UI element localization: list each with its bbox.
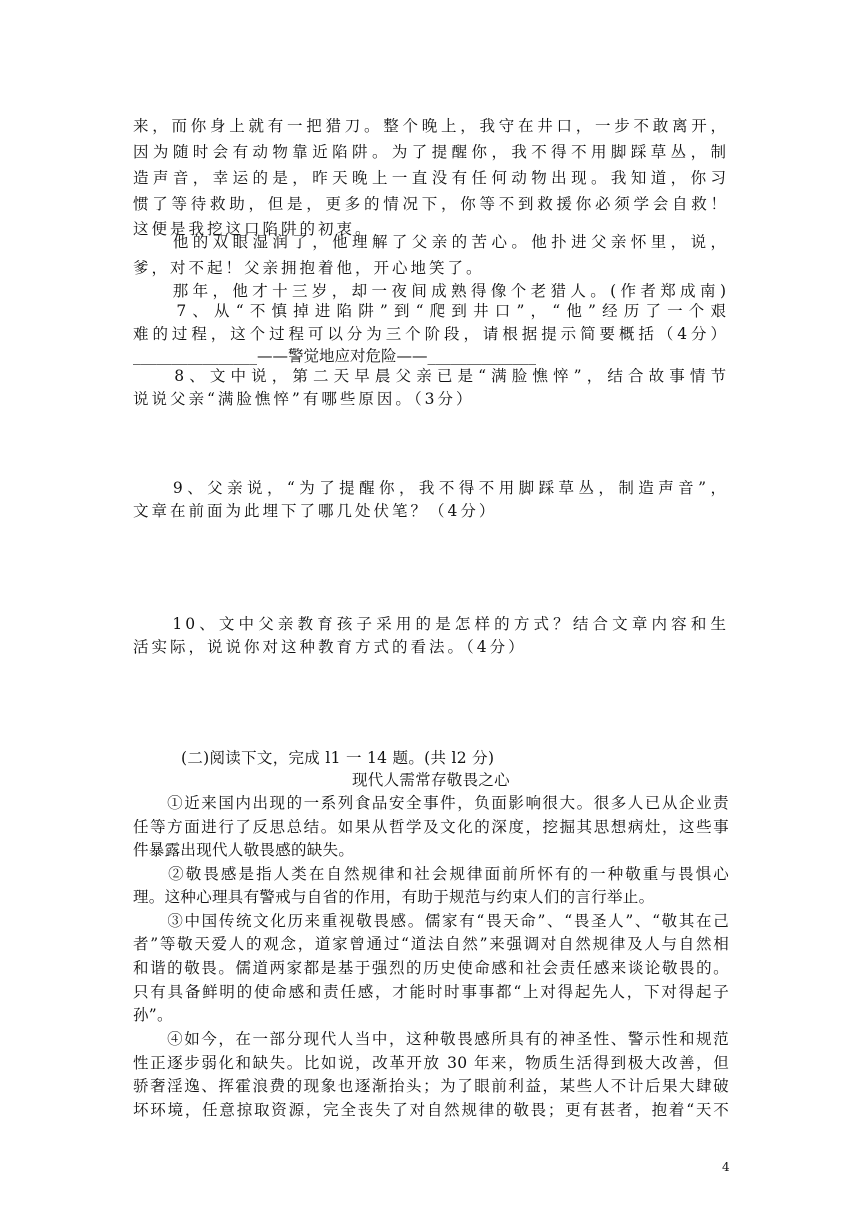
story-line: 来，而你身上就有一把猎刀。整个晚上，我守在井口，一步不敢离开， <box>133 117 729 135</box>
article-line: 者”等敬天爱人的观念，道家曾通过“道法自然”来强调对自然规律及人与自然相 <box>133 935 729 953</box>
story-line: 爹，对不起！父亲拥抱着他，开心地笑了。 <box>133 259 485 277</box>
article-line: 只有具备鲜明的使命感和责任感，才能时时事事都“上对得起先人，下对得起子 <box>133 983 729 1001</box>
answer-blank-line: ________________——警觉地应对危险——______________ <box>133 347 537 365</box>
story-line: 他的双眼湿润了，他理解了父亲的苦心。他扑进父亲怀里，说， <box>133 233 729 251</box>
question-line: 9、父亲说，“为了提醒你，我不得不用脚踩草丛，制造声音”， <box>133 479 729 497</box>
article-line: ④如今，在一部分现代人当中，这种敬畏感所具有的神圣性、警示性和规范 <box>133 1030 729 1048</box>
story-line: 那年，他才十三岁，却一夜间成熟得像个老猎人。(作者郑成南) <box>133 282 729 300</box>
article-line: 件暴露出现代人敬畏感的缺失。 <box>133 841 355 859</box>
question-line: 8、文中说，第二天早晨父亲已是“满脸憔悴”，结合故事情节 <box>133 367 729 385</box>
question-line: 7、从“不慎掉进陷阱”到“爬到井口”，“他”经历了一个艰 <box>133 302 729 320</box>
article-line: 骄奢淫逸、挥霍浪费的现象也逐渐抬头；为了眼前利益，某些人不计后果大肆破 <box>133 1077 729 1095</box>
question-line: 说说父亲“满脸憔悴”有哪些原因。（3分） <box>133 390 475 408</box>
article-line: ③中国传统文化历来重视敬畏感。儒家有“畏天命”、“畏圣人”、“敬其在己 <box>133 912 729 930</box>
question-line: 文章在前面为此埋下了哪几处伏笔？（4分） <box>133 502 498 520</box>
article-title: 现代人需常存敬畏之心 <box>351 771 510 789</box>
question-line: 活实际，说说你对这种教育方式的看法。（4分） <box>133 638 527 656</box>
story-line: 惯了等待救助，但是，更多的情况下，你等不到救援你必须学会自救！ <box>133 195 729 213</box>
article-line: 性正逐步弱化和缺失。比如说，改革开放 30 年来，物质生活得到极大改善，但 <box>133 1054 729 1072</box>
article-line: 和谐的敬畏。儒道两家都是基于强烈的历史使命感和社会责任感来谈论敬畏的。 <box>133 959 729 977</box>
article-line: 任等方面进行了反思总结。如果从哲学及文化的深度，挖掘其思想病灶，这些事 <box>133 818 729 836</box>
story-line: 这便是我挖这口陷阱的初衷。 <box>133 220 374 238</box>
question-line: 10、文中父亲教育孩子采用的是怎样的方式？结合文章内容和生 <box>133 615 729 633</box>
article-line: ①近来国内出现的一系列食品安全事件，负面影响很大。很多人已从企业责 <box>133 794 729 812</box>
story-line: 造声音，幸运的是，昨天晚上一直没有任何动物出现。我知道，你习 <box>133 169 729 187</box>
article-line: ②敬畏感是指人类在自然规律和社会规律面前所怀有的一种敬重与畏惧心 <box>133 865 729 883</box>
story-line: 因为随时会有动物靠近陷阱。为了提醒你，我不得不用脚踩草丛，制 <box>133 143 729 161</box>
article-line: 孙”。 <box>133 1006 173 1024</box>
page-number: 4 <box>722 1160 730 1174</box>
article-line: 坏环境，任意掠取资源，完全丧失了对自然规律的敬畏；更有甚者，抱着“天不 <box>133 1101 729 1119</box>
section-heading: (二)阅读下文，完成 l1 一 14 题。(共 l2 分) <box>181 749 495 767</box>
question-line: 难的过程，这个过程可以分为三个阶段，请根据提示简要概括（4分） <box>133 325 729 343</box>
article-line: 理。这种心理具有警戒与自省的作用，有助于规范与约束人们的言行举止。 <box>133 888 655 906</box>
